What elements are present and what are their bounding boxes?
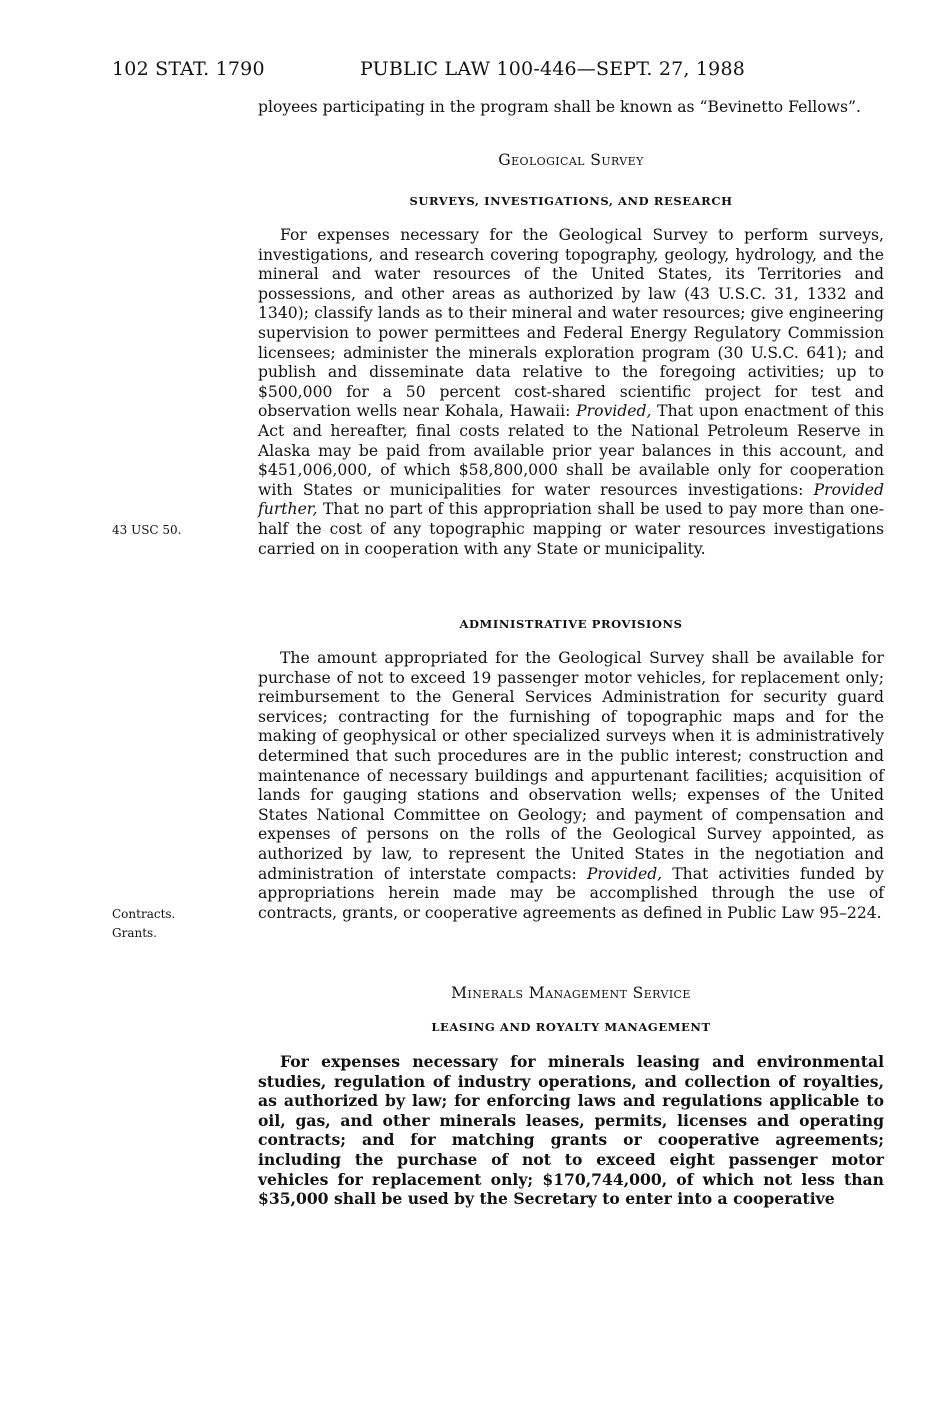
leasing-heading-block <box>258 1020 884 1034</box>
surveys-text-part-2: That upon enactment of this Act and hereafter, final costs related to the National Petroleum Reserve in Alaska may be paid from available prior year balances in this account, and $451,006,000, of which $58,800,000 shall be available only for cooperation with States or municipalities for water resources investigations: <box>258 402 884 499</box>
surveys-text-part-3: That no part of this appropriation shall be used to pay more than one-half the cost of any topographic mapping or water resources investigations carried on in cooperation with any State or municipality. <box>258 500 884 558</box>
subsection-title-surveys: SURVEYS, INVESTIGATIONS, AND RESEARCH <box>409 194 733 208</box>
subsection-title-administrative: ADMINISTRATIVE PROVISIONS <box>459 617 683 631</box>
statute-page-number: 102 STAT. 1790 <box>112 58 265 80</box>
admin-body <box>258 649 884 923</box>
geological-survey-section <box>258 151 884 169</box>
admin-text-part-2: That activities funded by appropriations herein made may be accomplished through the use of contracts, grants, or cooperative agreements as defined in Public Law 95–224. <box>258 864 884 922</box>
provided-further-clause: Provided further, <box>258 480 884 519</box>
admin-provided-clause: Provided, <box>586 864 663 883</box>
leasing-body <box>258 1052 884 1209</box>
margin-note-grants: Grants. <box>112 926 157 940</box>
running-header-title: PUBLIC LAW 100-446—SEPT. 27, 1988 <box>360 58 746 80</box>
margin-note-43-usc-50: 43 USC 50. <box>112 523 182 537</box>
continuation-block <box>258 98 884 118</box>
surveys-text-part-1: For expenses necessary for the Geological Survey to perform surveys, investigations, and research covering topography, geology, hydrology, and the mineral and water resources of the United States, its Territories and possessions, and other areas as authorized by law (43 U.S.C. 31, 1332 and 1340); classify lands as to their mineral and water resources; give engineering supervision to power permittees and Federal Energy Regulatory Commission licensees; administer the minerals exploration program (30 U.S.C. 641); and publish and disseminate data relative to the foregoing activities; up to $500,000 for a 50 percent cost-shared scientific project for test and observation wells near Kohala, Hawaii: <box>258 226 884 421</box>
continuation-paragraph: ployees participating in the program shall be known as “Bevinetto Fellows”. <box>258 98 861 116</box>
surveys-paragraph <box>258 226 884 559</box>
admin-text-part-1: The amount appropriated for the Geological Survey shall be available for purchase of not to exceed 19 passenger motor vehicles, for replacement only; reimbursement to the General Services Administration for security guard services; contracting for the furnishing of topographic maps and for the making of geophysical or other specialized surveys when it is administratively determined that such procedures are in the public interest; construction and maintenance of necessary buildings and appurtenant facilities; acquisition of lands for gauging stations and observation wells; expenses of the United States National Committee on Geology; and payment of compensation and expenses of persons on the rolls of the Geological Survey appointed, as authorized by law, to represent the United States in the negotiation and administration of interstate compacts: <box>258 649 884 883</box>
subsection-title-leasing: LEASING AND ROYALTY MANAGEMENT <box>431 1020 711 1034</box>
minerals-section <box>258 984 884 1002</box>
provided-clause: Provided, <box>576 402 652 421</box>
admin-paragraph <box>258 649 884 923</box>
margin-note-contracts: Contracts. <box>112 907 176 921</box>
surveys-heading-block <box>258 194 884 208</box>
section-title-minerals: Minerals Management Service <box>451 984 691 1002</box>
leasing-paragraph: For expenses necessary for minerals leasing and environmental studies, regulation of industry operations, and collection of royalties, as authorized by law; for enforcing laws and regulations applicable to oil, gas, and other minerals leases, permits, licenses and operating contracts; and for matching grants or cooperative agreements; including the purchase of not to exceed eight passenger motor vehicles for replacement only; $170,744,000, of which not less than $35,000 shall be used by the Secretary to enter into a cooperative <box>258 1052 884 1209</box>
admin-heading-block <box>258 617 884 631</box>
surveys-body <box>258 226 884 559</box>
section-title-geological-survey: Geological Survey <box>498 151 644 169</box>
